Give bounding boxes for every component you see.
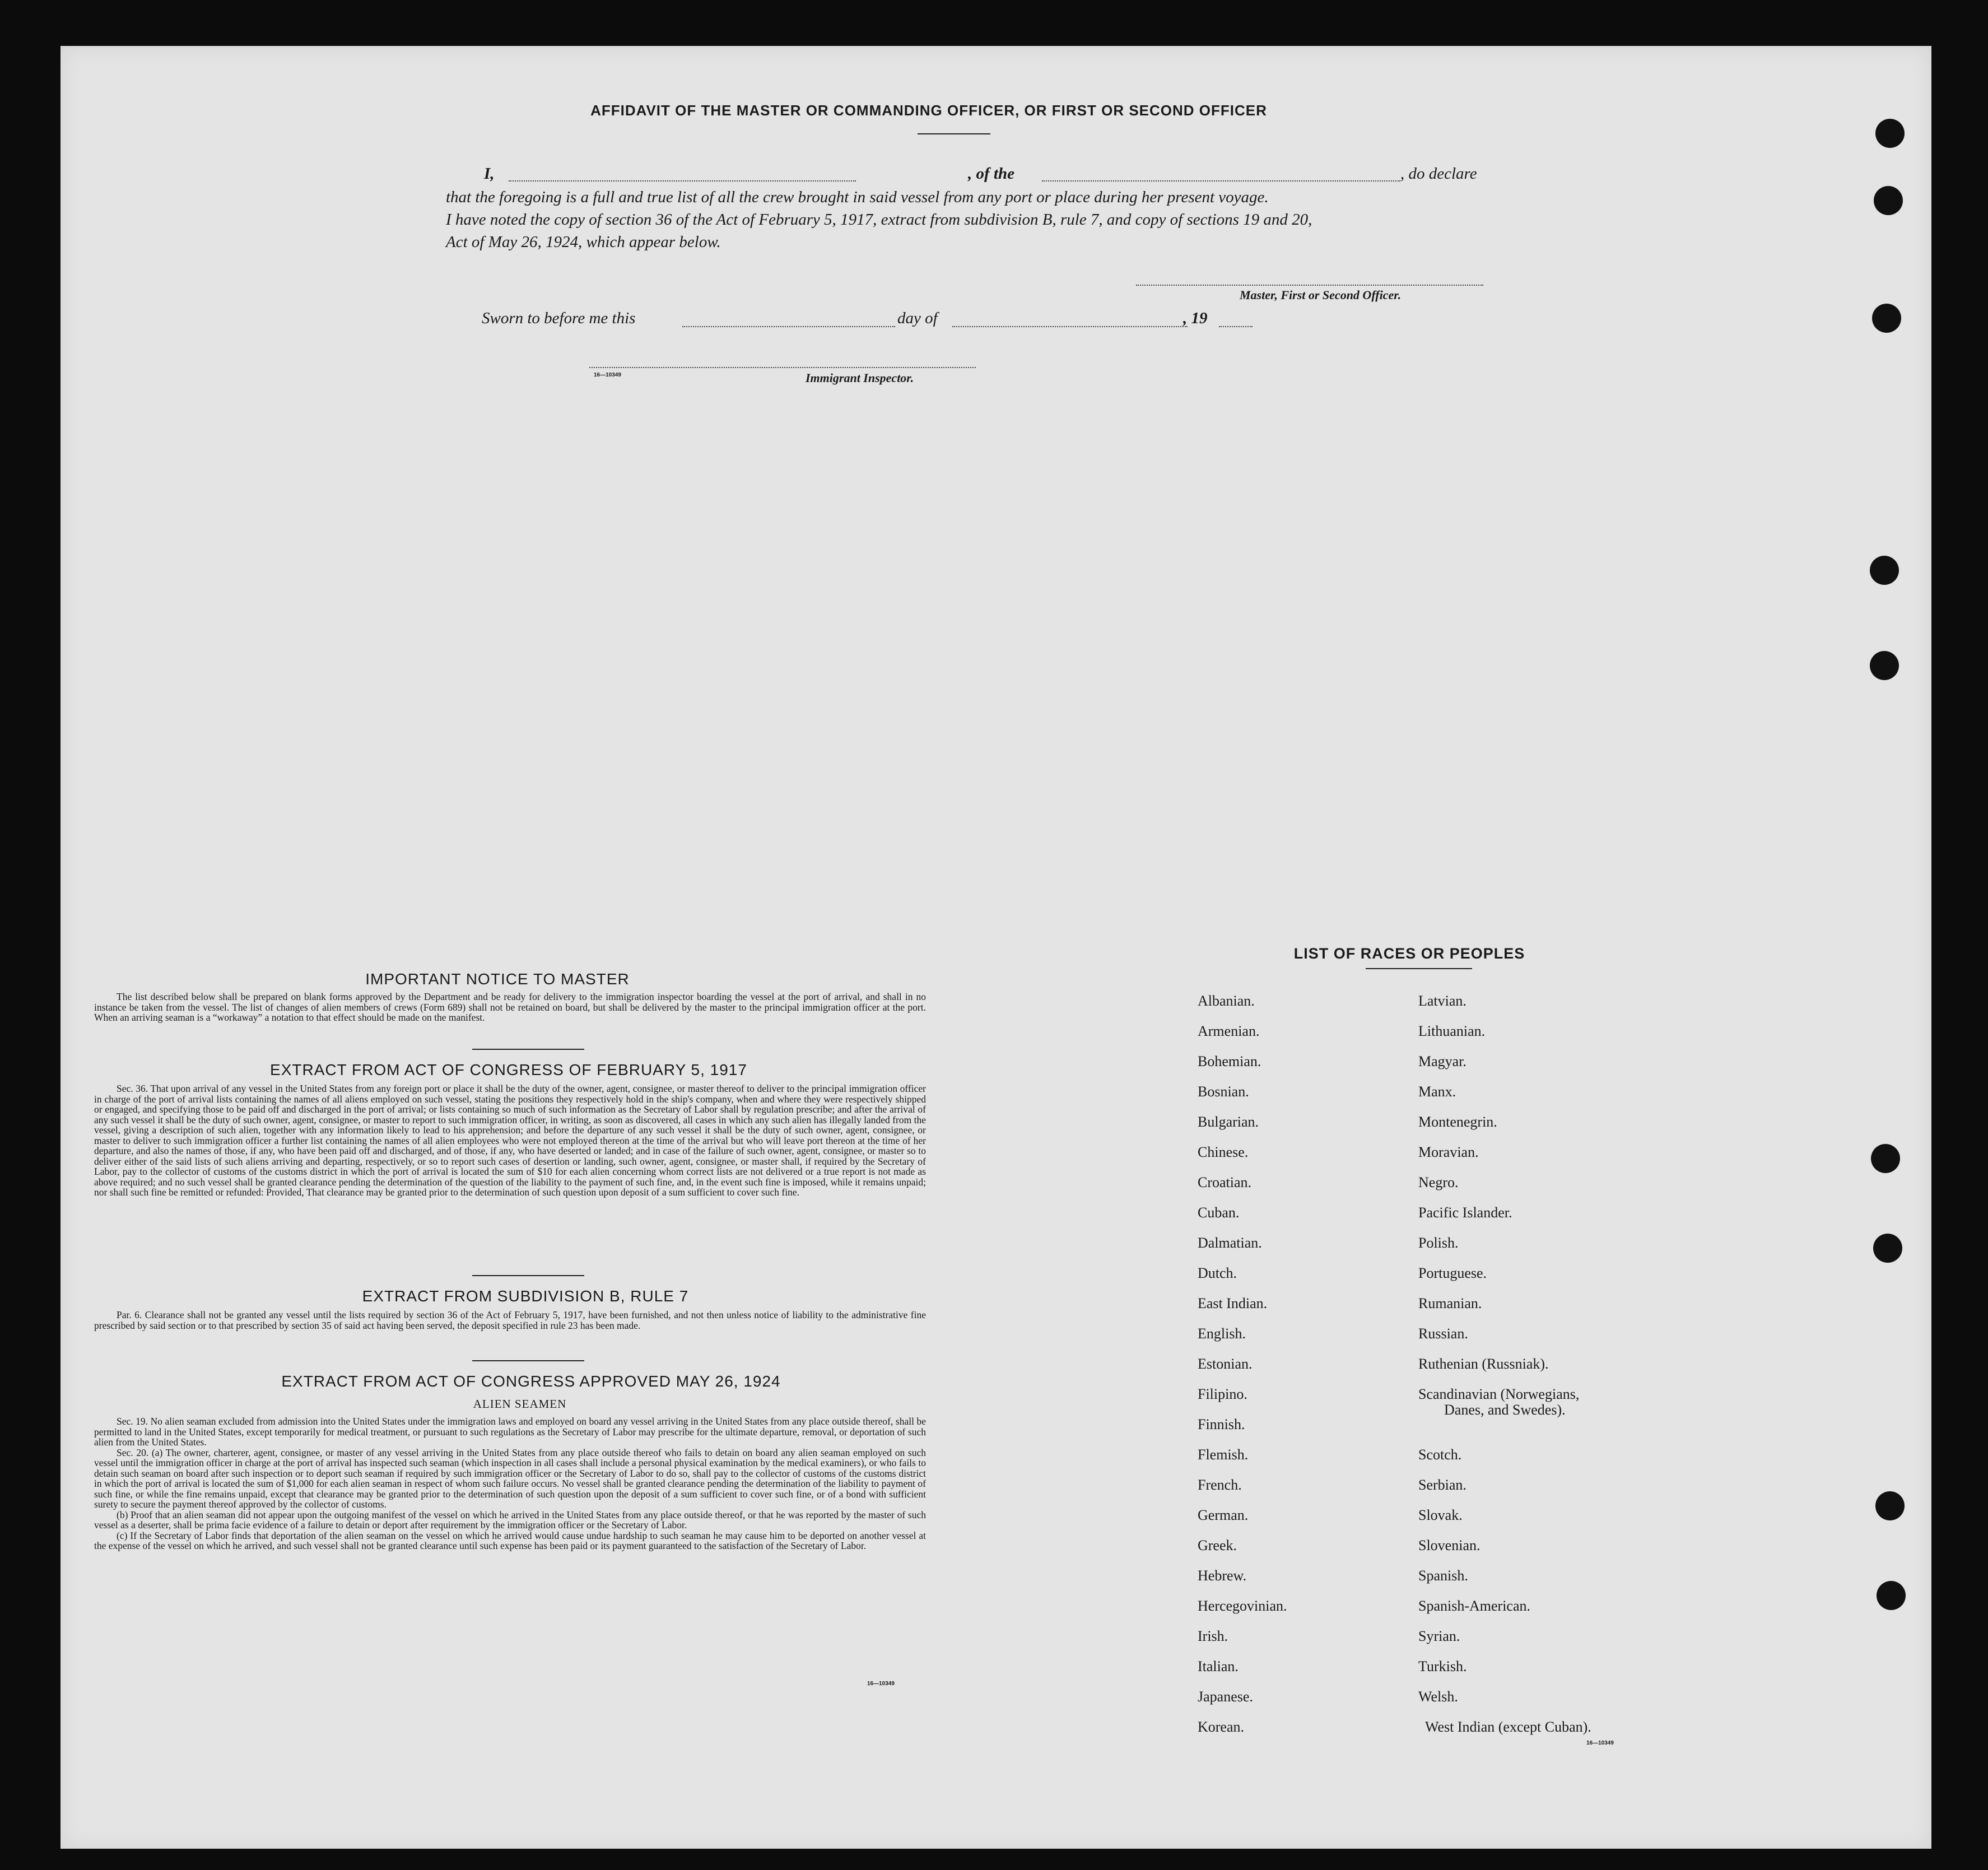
sworn-text: Sworn to before me this — [482, 309, 636, 327]
inspector-signature-blank[interactable] — [589, 367, 976, 368]
race-left: Korean. — [1198, 1719, 1245, 1735]
race-right: Magyar. — [1418, 1053, 1466, 1069]
race-right: Montenegrin. — [1418, 1114, 1497, 1130]
extract-form-number: 16—10349 — [867, 1681, 895, 1687]
races-rule — [1366, 968, 1472, 969]
affidavit-of-the: , of the — [968, 165, 1014, 183]
master-label: Master, First or Second Officer. — [1240, 288, 1402, 302]
race-right: Moravian. — [1418, 1144, 1479, 1160]
punch-hole — [1874, 186, 1903, 215]
race-right: Polish. — [1418, 1235, 1459, 1251]
vessel-blank[interactable] — [1042, 180, 1400, 182]
punch-hole — [1870, 556, 1899, 585]
race-right: Slovenian. — [1418, 1537, 1480, 1553]
sworn-month-blank[interactable] — [952, 326, 1188, 327]
notice-title: IMPORTANT NOTICE TO MASTER — [365, 970, 630, 988]
race-left: Finnish. — [1198, 1416, 1245, 1432]
punch-hole — [1877, 1581, 1906, 1610]
race-left: French. — [1198, 1477, 1242, 1493]
race-right: Syrian. — [1418, 1628, 1460, 1644]
race-left: Hebrew. — [1198, 1567, 1247, 1584]
affidavit-line2: that the foregoing is a full and true list of all the crew brought in said vessel from any port or place during her present voyage. — [446, 188, 1269, 206]
sworn-day-blank[interactable] — [682, 326, 895, 327]
punch-hole — [1871, 1144, 1900, 1173]
affidavit-line4: Act of May 26, 1924, which appear below. — [446, 233, 721, 251]
title-rule — [918, 133, 990, 134]
sec20b-paragraph: (b) Proof that an alien seaman did not appear upon the outgoing manifest of the vessel on which he arrived in the United States from any place outside thereof, or that he was reported by the master of such vessel as a deserter, shall be prima facie evidence of a failure to detain or deport after requirement by the immigration officer or the Secretary of Labor. — [94, 1509, 926, 1531]
affidavit-line3: I have noted the copy of section 36 of the Act of February 5, 1917, extract from subdivision B, rule 7, and copy of sections 19 and 20, — [446, 211, 1312, 229]
notice-rule — [472, 1049, 584, 1050]
inspector-label: Immigrant Inspector. — [806, 371, 914, 385]
extract3-text — [94, 1416, 926, 1551]
form-page — [60, 46, 1931, 1849]
race-right: Danes, and Swedes). — [1444, 1402, 1566, 1418]
race-right: Portuguese. — [1418, 1265, 1487, 1281]
day-of-text: day of — [897, 309, 938, 327]
race-right: Pacific Islander. — [1418, 1204, 1512, 1221]
extract1-rule — [472, 1275, 584, 1276]
race-right: Scandinavian (Norwegians, — [1418, 1386, 1580, 1402]
punch-hole — [1875, 119, 1905, 148]
race-right: Turkish. — [1418, 1658, 1467, 1674]
race-left: Irish. — [1198, 1628, 1228, 1644]
races-form-number: 16—10349 — [1586, 1740, 1614, 1746]
punch-hole — [1870, 651, 1899, 680]
extract2-title: EXTRACT FROM SUBDIVISION B, RULE 7 — [362, 1287, 689, 1305]
races-title: LIST OF RACES OR PEOPLES — [1293, 945, 1525, 962]
race-left: East Indian. — [1198, 1295, 1268, 1311]
race-left: Chinese. — [1198, 1144, 1249, 1160]
race-right: Russian. — [1418, 1325, 1468, 1342]
sec19-paragraph: Sec. 19. No alien seaman excluded from admission into the United States under the immigration laws and employed on board any vessel arriving in the United States from any place outside thereof, shall be permitted to land in the United States, except temporarily for medical treatment, or pursuant to such regulations as the Secretary of Labor may prescribe for the ultimate departure, removal, or deportation of such alien from the United States. — [94, 1416, 926, 1448]
race-left: Dutch. — [1198, 1265, 1237, 1281]
race-left: Bosnian. — [1198, 1083, 1249, 1100]
race-right: Ruthenian (Russniak). — [1418, 1356, 1549, 1372]
sec20c-paragraph: (c) If the Secretary of Labor finds that deportation of the alien seaman on the vessel on which he arrived would cause undue hardship to such seaman he may cause him to be deported on another vessel at the expense of the vessel on which he arrived, and such vessel shall not be granted clearance until such expense has been paid or its payment guaranteed to the satisfaction of the Secretary of Labor. — [94, 1529, 926, 1551]
race-left: Greek. — [1198, 1537, 1237, 1553]
race-right: West Indian (except Cuban). — [1425, 1719, 1591, 1735]
sworn-year-blank[interactable] — [1219, 326, 1253, 327]
extract3-title: EXTRACT FROM ACT OF CONGRESS APPROVED MAY 26, 1924 — [281, 1373, 781, 1390]
form-number: 16—10349 — [594, 372, 621, 378]
race-left: Dalmatian. — [1198, 1235, 1262, 1251]
affidavit-title: AFFIDAVIT OF THE MASTER OR COMMANDING OFFICER, OR FIRST OR SECOND OFFICER — [590, 102, 1267, 119]
race-left: Albanian. — [1198, 993, 1255, 1009]
race-left: Filipino. — [1198, 1386, 1247, 1402]
punch-hole — [1875, 1491, 1905, 1520]
punch-hole — [1873, 1234, 1902, 1263]
extract2-rule — [472, 1360, 584, 1361]
race-right: Serbian. — [1418, 1477, 1466, 1493]
extract1-text: Sec. 36. That upon arrival of any vessel in the United States from any foreign port or place it shall be the duty of the owner, agent, consignee, or master thereof to deliver to the principal immigration officer in charge of the port of arrival lists containing the names of all aliens employed on such vessel, stating the positions they respectively hold in the ship's company, when and where they were respectively shipped or engaged, and specifying those to be paid off and discharged in the port of arrival; or lists containing so much of such information as the Secretary of Labor shall by regulation prescribe; and after the arrival of any such vessel it shall be the duty of such owner, agent, consignee, or master to report to such immigration officer, in writing, as soon as discovered, all cases in which any such alien has illegally landed from the vessel, giving a description of such alien, together with any information likely to lead to his apprehension; and before the departure of any such vessel it shall be the duty of such owner, agent, consignee, or master to deliver to such immigration officer a further list containing the names of all alien employees who were not employed thereon at the time of the arrival but who will leave port thereon at the time of her departure, and also the names of those, if any, who have been paid off and discharged, and of those, if any, who have deserted or landed; and in case of the failure of such owner, agent, consignee, or master so to deliver either of the said lists of such aliens arriving and departing, respectively, or so to report such cases of desertion or landing, such owner, agent, consignee, or master shall, if required by the Secretary of Labor, pay to the collector of customs of the customs district in which the port of arrival is located the sum of $10 for each alien concerning whom correct lists are not delivered or a true report is not made as above required; and no such vessel shall be granted clearance pending the determination of the question of the liability to the payment of such fine, and, in the event such fine is imposed, while it remains unpaid; nor shall such fine be remitted or refunded: Provided, That clearance may be granted prior to the determination of such question upon deposit of a sum sufficient to cover such fine. — [94, 1083, 926, 1198]
race-right: Scotch. — [1418, 1446, 1462, 1463]
race-left: German. — [1198, 1507, 1249, 1523]
notice-text: The list described below shall be prepared on blank forms approved by the Department and be ready for delivery to the immigration inspector boarding the vessel at the port of arrival, and shall in no instance be taken from the vessel. The list of changes of alien members of crews (Form 689) shall not be retained on board, but shall be delivered by the master to the principal immigration officer at the port. When an arriving seaman is a “workaway” a notation to that effect should be made on the manifest. — [94, 991, 926, 1023]
sec20a-paragraph: Sec. 20. (a) The owner, charterer, agent, consignee, or master of any vessel arriving in the United States from any place outside thereof who fails to detain on board any alien seaman employed on such vessel until the immigration officer in charge at the port of arrival has inspected such seaman (which inspection in all cases shall include a personal physical examination by the medical examiners), or who fails to detain such seaman on board after such inspection or to deport such seaman if required by such immigration officer or the Secretary of Labor to do so, shall pay to the collector of customs of the customs district in which the port of arrival is located the sum of $1,000 for each alien seaman in respect of whom such failure occurs. No vessel shall be granted clearance pending the determination of the liability to payment of such fine, or while the fine remains unpaid, except that clearance may be granted prior to the determination of such question upon the deposit of a sum sufficient to cover such fine, or of a bond with sufficient surety to secure the payment thereof approved by the collector of customs. — [94, 1446, 926, 1510]
master-signature-blank[interactable] — [1136, 285, 1483, 286]
race-left: Italian. — [1198, 1658, 1239, 1674]
race-right: Latvian. — [1418, 993, 1466, 1009]
extract2-text: Par. 6. Clearance shall not be granted any vessel until the lists required by section 36 of the Act of February 5, 1917, have been furnished, and not then unless notice of liability to the administrative fine prescribed by said section or to that prescribed by section 35 of said act having been served, the deposit specified in rule 23 has been made. — [94, 1309, 926, 1331]
extract3-subtitle: ALIEN SEAMEN — [473, 1397, 567, 1411]
affidavit-i: I, — [484, 165, 495, 183]
name-blank[interactable] — [509, 180, 856, 182]
race-right: Slovak. — [1418, 1507, 1463, 1523]
race-left: Hercegovinian. — [1198, 1598, 1287, 1614]
race-left: Bohemian. — [1198, 1053, 1261, 1069]
race-right: Manx. — [1418, 1083, 1456, 1100]
extract1-title: EXTRACT FROM ACT OF CONGRESS OF FEBRUARY 5, 1917 — [270, 1061, 747, 1078]
race-left: English. — [1198, 1325, 1246, 1342]
race-left: Croatian. — [1198, 1174, 1252, 1190]
race-right: Lithuanian. — [1418, 1023, 1486, 1039]
race-left: Cuban. — [1198, 1204, 1240, 1221]
race-left: Japanese. — [1198, 1688, 1253, 1705]
race-right: Rumanian. — [1418, 1295, 1482, 1311]
year-text: , 19 — [1183, 309, 1208, 327]
race-left: Armenian. — [1198, 1023, 1260, 1039]
race-right: Spanish. — [1418, 1567, 1468, 1584]
race-left: Estonian. — [1198, 1356, 1253, 1372]
punch-hole — [1872, 304, 1901, 333]
race-right: Spanish-American. — [1418, 1598, 1531, 1614]
race-left: Bulgarian. — [1198, 1114, 1259, 1130]
race-right: Welsh. — [1418, 1688, 1458, 1705]
race-right: Negro. — [1418, 1174, 1459, 1190]
affidavit-declare: , do declare — [1400, 165, 1477, 183]
race-left: Flemish. — [1198, 1446, 1249, 1463]
